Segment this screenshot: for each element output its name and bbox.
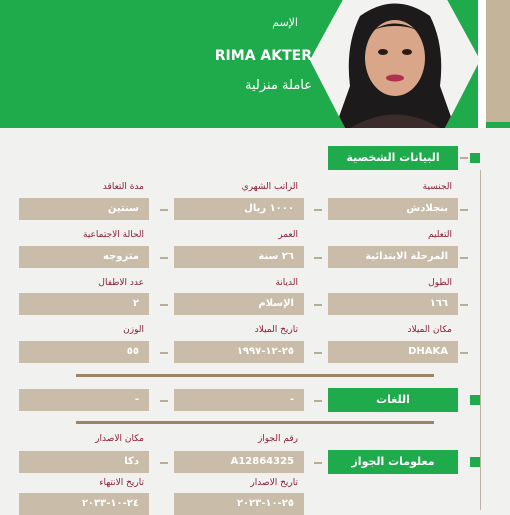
language-field-1: - — [174, 389, 304, 411]
section-personal-marker — [470, 153, 480, 163]
education-field: المرحلة الابتدائية — [328, 246, 458, 268]
education-label: التعليم — [428, 230, 452, 240]
passport-number-label: رقم الجواز — [257, 434, 298, 444]
expiry-date-label: تاريخ الانتهاء — [99, 478, 144, 488]
salary-field: ١٠٠٠ ريال — [174, 198, 304, 220]
nationality-field: بنجلادش — [328, 198, 458, 220]
worker-name: RIMA AKTER — [214, 48, 312, 64]
connector — [460, 157, 468, 159]
language-field-2: - — [19, 389, 149, 411]
connector — [314, 257, 322, 259]
issue-date-label: تاريخ الاصدار — [250, 478, 298, 488]
connector — [160, 257, 168, 259]
connector — [460, 304, 468, 306]
passport-number-field: A12864325 — [174, 451, 304, 473]
header-accent — [486, 0, 510, 122]
connector — [460, 257, 468, 259]
connector — [160, 304, 168, 306]
name-label: الإسم — [272, 16, 298, 29]
profile-photo — [305, 0, 485, 128]
section-personal: البيانات الشخصية — [328, 146, 458, 170]
issue-place-label: مكان الاصدار — [95, 434, 144, 444]
weight-label: الوزن — [123, 325, 144, 335]
age-label: العمر — [278, 230, 298, 240]
height-label: الطول — [428, 278, 452, 288]
issue-date-field: ٢٥-١٠-٢٠٢٣ — [174, 493, 304, 515]
contract-label: مدة التعاقد — [102, 182, 144, 192]
connector — [314, 209, 322, 211]
weight-field: ٥٥ — [19, 341, 149, 363]
section-languages-marker — [470, 395, 480, 405]
marital-field: متزوجه — [19, 246, 149, 268]
section-passport-marker — [470, 457, 480, 467]
connector — [314, 352, 322, 354]
divider — [76, 374, 434, 377]
salary-label: الراتب الشهري — [241, 182, 298, 192]
connector — [160, 400, 168, 402]
religion-field: الإسلام — [174, 293, 304, 315]
connector — [314, 462, 322, 464]
contract-field: سنتين — [19, 198, 149, 220]
height-field: ١٦٦ — [328, 293, 458, 315]
issue-place-field: دكا — [19, 451, 149, 473]
connector — [160, 462, 168, 464]
children-field: ٢ — [19, 293, 149, 315]
birthdate-label: تاريخ الميلاد — [254, 325, 298, 335]
birthplace-label: مكان الميلاد — [407, 325, 452, 335]
birthdate-field: ٢٥-١٢-١٩٩٧ — [174, 341, 304, 363]
section-languages: اللغات — [328, 388, 458, 412]
guide-line — [480, 170, 481, 510]
section-passport: معلومات الجواز — [328, 450, 458, 474]
connector — [460, 352, 468, 354]
connector — [460, 209, 468, 211]
nationality-label: الجنسية — [422, 182, 452, 192]
connector — [160, 209, 168, 211]
marital-label: الحالة الاجتماعية — [83, 230, 144, 240]
children-label: عدد الاطفال — [98, 278, 144, 288]
connector — [314, 304, 322, 306]
birthplace-field: DHAKA — [328, 341, 458, 363]
connector — [314, 400, 322, 402]
divider — [76, 421, 434, 424]
religion-label: الديانة — [275, 278, 298, 288]
connector — [160, 352, 168, 354]
job-title: عاملة منزلية — [245, 78, 312, 93]
age-field: ٢٦ سنة — [174, 246, 304, 268]
expiry-date-field: ٢٤-١٠-٢٠٣٣ — [19, 493, 149, 515]
